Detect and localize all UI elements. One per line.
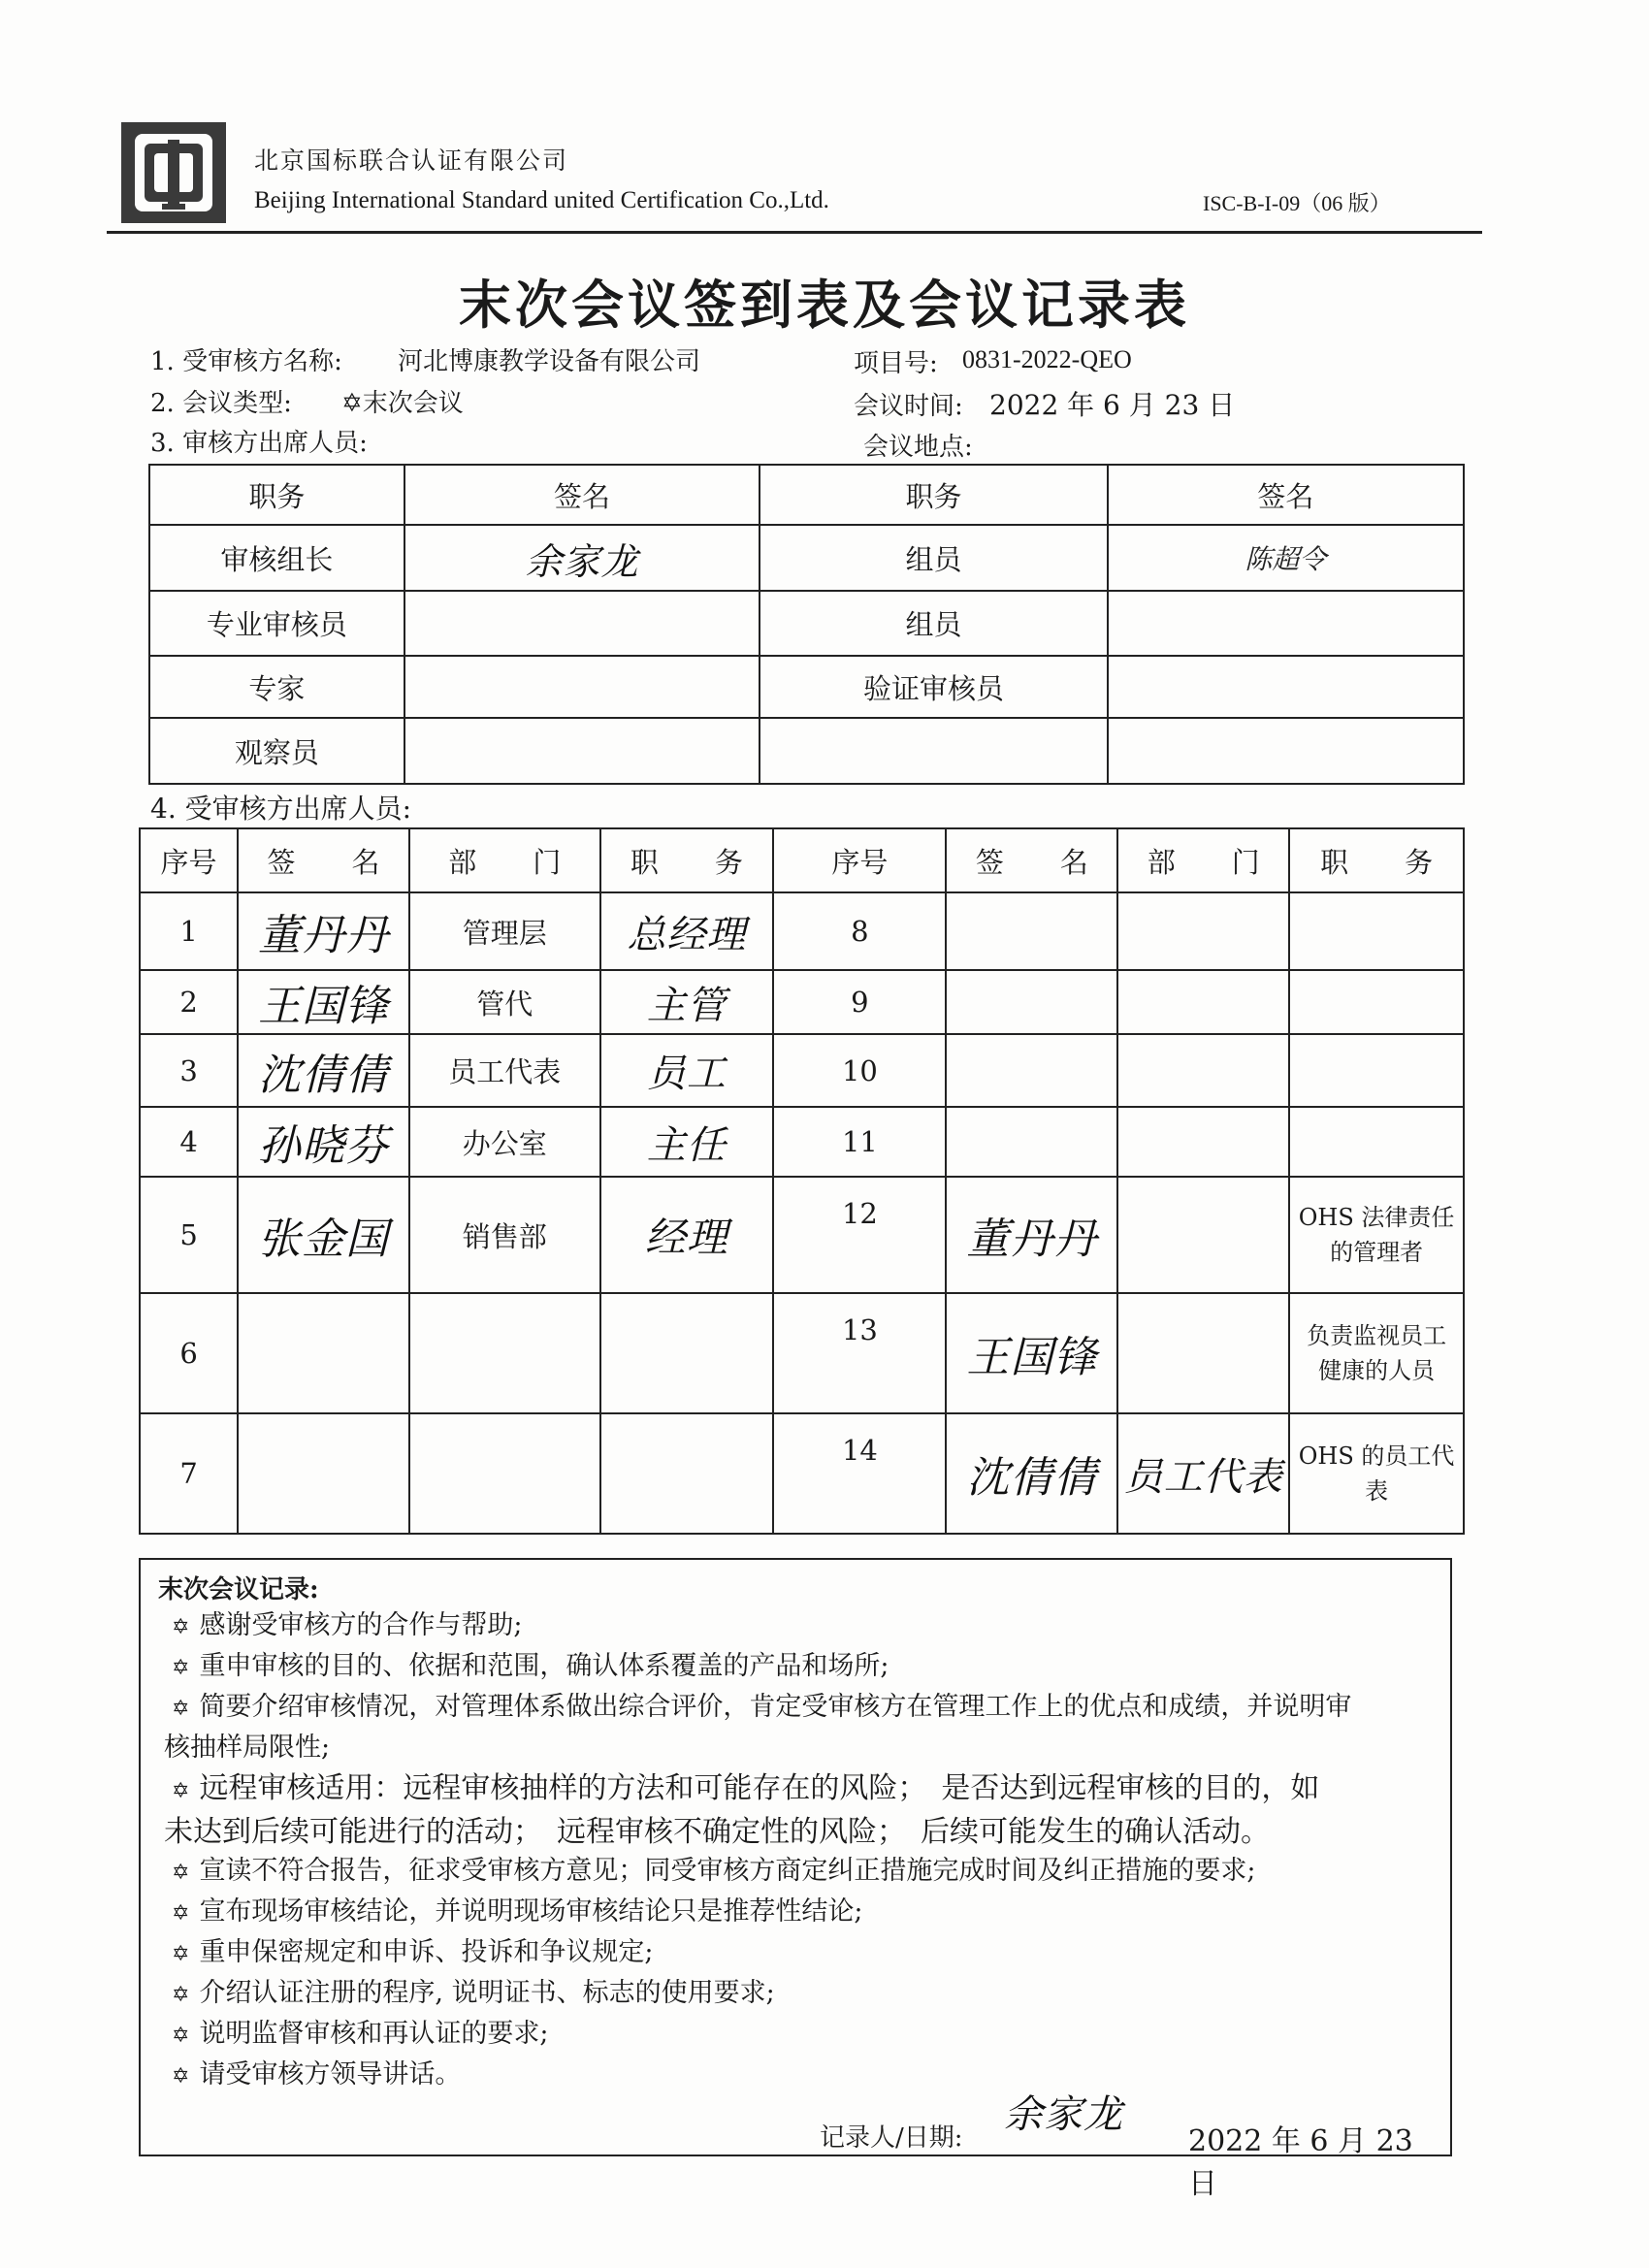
record-item xyxy=(172,1688,1433,1729)
attendee-post: 总经理 xyxy=(600,892,774,970)
attendee-signature: 张金国 xyxy=(238,1177,409,1293)
auditor-signature xyxy=(1108,656,1464,718)
auditor-post: 验证审核员 xyxy=(760,656,1107,718)
row-no-2: 9 xyxy=(773,970,946,1034)
record-item-text: 宣布现场审核结论，并说明现场审核结论只是推荐性结论; xyxy=(199,1896,863,1927)
attendee-dept xyxy=(409,1413,600,1534)
attendee-dept-2 xyxy=(1117,1034,1289,1107)
row-no: 4 xyxy=(140,1107,238,1177)
bullet-icon: ✡ xyxy=(172,1697,190,1721)
row-no-2: 10 xyxy=(773,1034,946,1107)
auditor-table xyxy=(148,464,1465,785)
post-line-b: 表 xyxy=(1365,1477,1389,1505)
record-item xyxy=(172,1974,1433,2015)
record-item xyxy=(172,1852,1433,1893)
attendee-dept-2 xyxy=(1117,1177,1289,1293)
auditor-post: 组员 xyxy=(760,591,1107,656)
attendee-post-2 xyxy=(1289,892,1464,970)
meeting-record-box xyxy=(139,1558,1452,2201)
table-row xyxy=(140,1107,1464,1177)
header-sign: 签 名 xyxy=(238,828,409,892)
bullet-icon: ✡ xyxy=(172,1656,190,1680)
auditor-signature xyxy=(1108,718,1464,784)
attendee-dept-2 xyxy=(1117,970,1289,1034)
auditee-table xyxy=(139,827,1465,1535)
attendee-signature xyxy=(238,1293,409,1413)
auditor-signature: 陈超令 xyxy=(1108,525,1464,591)
row-no-2: 13 xyxy=(773,1293,946,1413)
form-number: ISC-B-I-09（06 版） xyxy=(1203,191,1391,215)
meeting-time-value: 2022 年 6 月 23 日 xyxy=(989,389,1236,421)
record-list xyxy=(164,1606,1433,2096)
bullet-icon: ✡ xyxy=(172,1861,190,1885)
header-sign-2: 签 名 xyxy=(946,828,1117,892)
header-no-2: 序号 xyxy=(773,828,946,892)
auditor-header-post: 职务 xyxy=(149,465,404,525)
company-logo xyxy=(119,120,228,225)
attendee-post: 主任 xyxy=(600,1107,774,1177)
auditee-label: 1. 受审核方名称: xyxy=(150,347,342,376)
attendee-signature-2 xyxy=(946,1107,1117,1177)
record-item-continued: 核抽样局限性; xyxy=(164,1733,331,1763)
row-no: 1 xyxy=(140,892,238,970)
record-title: 末次会议记录: xyxy=(158,1575,319,1604)
record-date: 2022 年 6 月 23 日 xyxy=(1188,2124,1413,2201)
attendee-dept: 管代 xyxy=(409,970,600,1034)
attendee-post-2 xyxy=(1289,1034,1464,1107)
recorder-signature: 余家龙 xyxy=(1004,2092,1123,2137)
attendee-signature-2 xyxy=(946,970,1117,1034)
attendee-signature: 沈倩倩 xyxy=(238,1034,409,1107)
auditor-post: 观察员 xyxy=(149,718,404,784)
post-line-a: OHS 的员工代 xyxy=(1298,1442,1455,1470)
header-no: 序号 xyxy=(140,828,238,892)
table-row xyxy=(140,892,1464,970)
attendee-post-2 xyxy=(1289,1107,1464,1177)
row-no: 5 xyxy=(140,1177,238,1293)
bullet-icon: ✡ xyxy=(172,1942,190,1966)
attendee-signature-2: 沈倩倩 xyxy=(946,1413,1117,1534)
meeting-location-label: 会议地点: xyxy=(863,433,973,462)
auditor-signature xyxy=(404,718,760,784)
attendee-dept-2: 员工代表 xyxy=(1117,1413,1289,1534)
row-no-2: 14 xyxy=(773,1413,946,1534)
attendee-dept: 销售部 xyxy=(409,1177,600,1293)
auditee-attendees-label: 4. 受审核方出席人员: xyxy=(150,793,412,825)
auditor-header-post-2: 职务 xyxy=(760,465,1107,525)
record-item xyxy=(172,1647,1433,1688)
attendee-post-2 xyxy=(1289,1413,1464,1534)
auditor-post: 组员 xyxy=(760,525,1107,591)
page-title: 末次会议签到表及会议记录表 xyxy=(459,274,1190,336)
attendee-dept: 员工代表 xyxy=(409,1034,600,1107)
row-no-2: 8 xyxy=(773,892,946,970)
meeting-type-value: ✡末次会议 xyxy=(341,389,464,418)
attendee-dept: 办公室 xyxy=(409,1107,600,1177)
project-label: 项目号: xyxy=(854,349,938,378)
attendee-signature-2 xyxy=(946,1034,1117,1107)
recorder-label: 记录人/日期: xyxy=(820,2123,963,2153)
row-no: 6 xyxy=(140,1293,238,1413)
row-no: 2 xyxy=(140,970,238,1034)
post-line-b: 健康的人员 xyxy=(1318,1357,1436,1384)
attendee-post xyxy=(600,1413,774,1534)
bullet-icon: ✡ xyxy=(172,2064,190,2089)
attendee-post: 经理 xyxy=(600,1177,774,1293)
table-row xyxy=(140,1034,1464,1107)
row-no-2: 12 xyxy=(773,1177,946,1293)
table-row xyxy=(140,970,1464,1034)
attendee-signature-2: 王国锋 xyxy=(946,1293,1117,1413)
record-item-text: 简要介绍审核情况，对管理体系做出综合评价，肯定受审核方在管理工作上的优点和成绩，并说明审 xyxy=(199,1692,1352,1722)
attendee-dept-2 xyxy=(1117,1107,1289,1177)
header-dept-2: 部 门 xyxy=(1117,828,1289,892)
post-line-a: 负责监视员工 xyxy=(1307,1322,1447,1349)
attendee-post-2 xyxy=(1289,1177,1464,1293)
attendee-dept xyxy=(409,1293,600,1413)
table-row xyxy=(140,1413,1464,1534)
attendee-post-2 xyxy=(1289,1293,1464,1413)
auditee-value: 河北博康教学设备有限公司 xyxy=(398,347,701,376)
record-item xyxy=(172,1893,1433,1933)
bullet-icon: ✡ xyxy=(172,1615,190,1639)
auditor-header-sign-2: 签名 xyxy=(1108,465,1464,525)
record-item-text: 远程审核适用：远程审核抽样的方法和可能存在的风险； 是否达到远程审核的目的，如 xyxy=(199,1771,1320,1805)
post-line-b: 的管理者 xyxy=(1330,1239,1424,1266)
attendee-signature xyxy=(238,1413,409,1534)
attendee-signature: 孙晓芬 xyxy=(238,1107,409,1177)
header-post-2: 职 务 xyxy=(1289,828,1464,892)
company-name-en: Beijing International Standard united Certification Co.,Ltd. xyxy=(254,187,829,213)
header-post: 职 务 xyxy=(600,828,774,892)
record-item-text: 重申保密规定和申诉、投诉和争议规定; xyxy=(199,1937,654,1967)
record-item xyxy=(172,1933,1433,1974)
row-no-2: 11 xyxy=(773,1107,946,1177)
post-line-a: OHS 法律责任 xyxy=(1298,1204,1455,1231)
attendee-signature-2: 董丹丹 xyxy=(946,1177,1117,1293)
record-item xyxy=(172,1606,1433,1647)
company-name-cn: 北京国标联合认证有限公司 xyxy=(254,146,569,175)
attendee-dept-2 xyxy=(1117,1293,1289,1413)
auditor-signature: 余家龙 xyxy=(404,525,760,591)
record-item-text: 请受审核方领导讲话。 xyxy=(199,2059,462,2090)
record-item xyxy=(172,2056,1433,2096)
bullet-icon: ✡ xyxy=(172,2024,190,2048)
record-item-text: 宣读不符合报告，征求受审核方意见；同受审核方商定纠正措施完成时间及纠正措施的要求; xyxy=(199,1856,1256,1886)
meeting-type-label: 2. 会议类型: xyxy=(150,389,292,418)
attendee-post: 员工 xyxy=(600,1034,774,1107)
auditor-header-sign: 签名 xyxy=(404,465,760,525)
auditor-post: 专业审核员 xyxy=(149,591,404,656)
auditors-label: 3. 审核方出席人员: xyxy=(150,429,368,458)
auditor-post: 专家 xyxy=(149,656,404,718)
row-no: 7 xyxy=(140,1413,238,1534)
auditor-post xyxy=(760,718,1107,784)
attendee-signature: 董丹丹 xyxy=(238,892,409,970)
record-item-text: 介绍认证注册的程序, 说明证书、标志的使用要求; xyxy=(199,1978,775,2008)
row-no: 3 xyxy=(140,1034,238,1107)
attendee-dept: 管理层 xyxy=(409,892,600,970)
attendee-post xyxy=(600,1293,774,1413)
auditor-post: 审核组长 xyxy=(149,525,404,591)
project-value: 0831-2022-QEO xyxy=(962,345,1132,373)
attendee-post: 主管 xyxy=(600,970,774,1034)
record-item-text: 重申审核的目的、依据和范围，确认体系覆盖的产品和场所; xyxy=(199,1651,889,1681)
bullet-icon: ✡ xyxy=(172,1901,190,1926)
attendee-signature-2 xyxy=(946,892,1117,970)
record-item xyxy=(172,2015,1433,2056)
record-item-text: 说明监督审核和再认证的要求; xyxy=(199,2019,549,2049)
attendee-signature: 王国锋 xyxy=(238,970,409,1034)
auditor-signature xyxy=(404,591,760,656)
attendee-dept-2 xyxy=(1117,892,1289,970)
record-item-continued: 未达到后续可能进行的活动； 远程审核不确定性的风险； 后续可能发生的确认活动。 xyxy=(164,1815,1270,1849)
attendee-post-2 xyxy=(1289,970,1464,1034)
bullet-icon: ✡ xyxy=(172,1983,190,2007)
meeting-time-label: 会议时间: xyxy=(854,392,963,421)
record-item xyxy=(172,1767,1433,1813)
auditor-signature xyxy=(404,656,760,718)
record-item-text: 感谢受审核方的合作与帮助; xyxy=(199,1610,523,1640)
table-row xyxy=(140,1177,1464,1293)
table-row xyxy=(140,1293,1464,1413)
bullet-icon: ✡ xyxy=(172,1779,190,1803)
auditor-signature xyxy=(1108,591,1464,656)
header-divider xyxy=(107,231,1482,234)
header-dept: 部 门 xyxy=(409,828,600,892)
